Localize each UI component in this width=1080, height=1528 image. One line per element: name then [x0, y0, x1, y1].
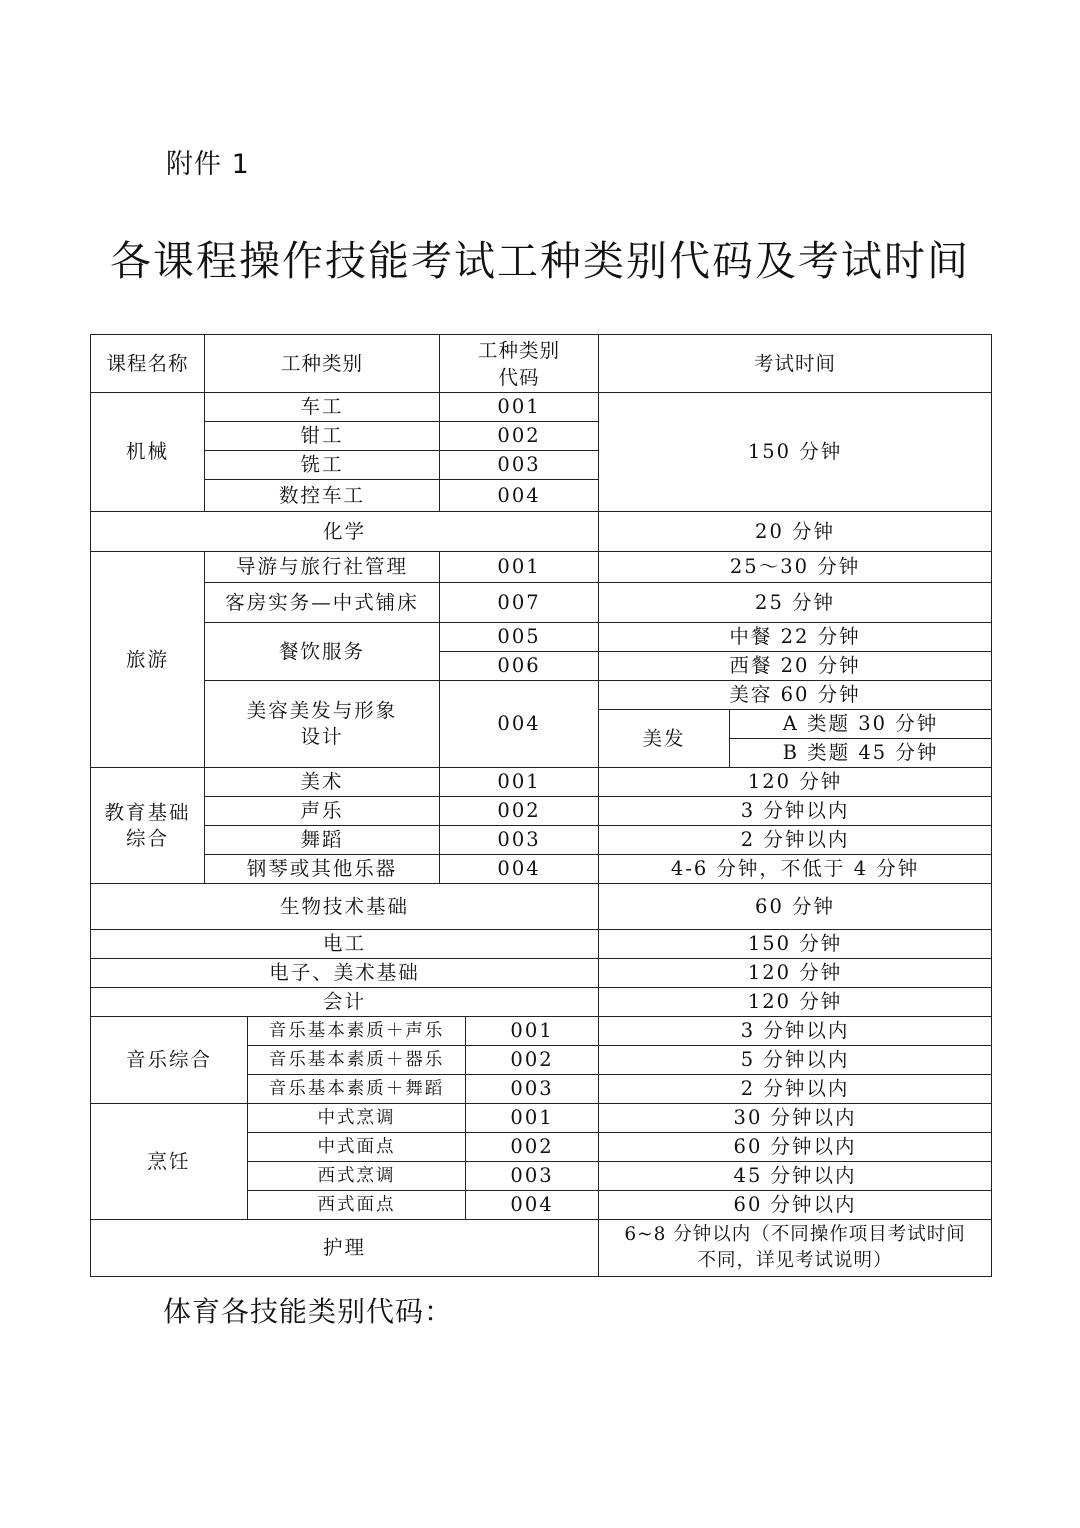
table-row — [91, 797, 992, 826]
code-cell: 003 — [466, 1162, 599, 1191]
code-cell: 002 — [466, 1133, 599, 1162]
category-cell: 餐饮服务 — [205, 623, 440, 681]
code-cell: 007 — [440, 583, 599, 623]
code-cell: 004 — [466, 1191, 599, 1220]
category-cell: 导游与旅行社管理 — [205, 552, 440, 583]
header-course: 课程名称 — [91, 335, 205, 393]
category-cell: 客房实务—中式铺床 — [205, 583, 440, 623]
code-cell: 002 — [440, 422, 599, 451]
time-cell: 120 分钟 — [599, 959, 992, 988]
category-cell: 钳工 — [205, 422, 440, 451]
time-cell: 中餐 22 分钟 — [599, 623, 992, 652]
table-row — [91, 826, 992, 855]
category-cell: 钢琴或其他乐器 — [205, 855, 440, 884]
time-cell: 60 分钟 — [599, 884, 992, 930]
table-row — [91, 959, 992, 988]
time-line: 6~8 分钟以内（不同操作项目考试时间 — [624, 1224, 966, 1245]
code-cell: 004 — [440, 681, 599, 768]
time-cell: 5 分钟以内 — [599, 1046, 992, 1075]
course-cell: 生物技术基础 — [91, 884, 599, 930]
time-line: 不同，详见考试说明） — [697, 1250, 893, 1271]
category-cell: 中式烹调 — [248, 1104, 466, 1133]
table-row — [91, 988, 992, 1017]
table-header-row — [91, 335, 992, 393]
table-row — [91, 512, 992, 552]
time-cell: 美容 60 分钟 — [599, 681, 992, 710]
time-cell: 2 分钟以内 — [599, 1075, 992, 1104]
course-cell: 电工 — [91, 930, 599, 959]
code-cell: 005 — [440, 623, 599, 652]
table-row — [91, 623, 992, 652]
category-cell: 数控车工 — [205, 480, 440, 512]
course-cell: 烹饪 — [91, 1104, 248, 1220]
time-cell: 2 分钟以内 — [599, 826, 992, 855]
course-line: 综合 — [125, 826, 169, 850]
time-cell: 60 分钟以内 — [599, 1191, 992, 1220]
course-cell — [91, 768, 205, 884]
code-cell: 003 — [440, 826, 599, 855]
table-row — [91, 1017, 992, 1046]
time-cell: 25～30 分钟 — [599, 552, 992, 583]
code-cell: 006 — [440, 652, 599, 681]
time-cell: 120 分钟 — [599, 988, 992, 1017]
exam-table — [90, 334, 992, 1277]
time-cell: 30 分钟以内 — [599, 1104, 992, 1133]
time-cell: 西餐 20 分钟 — [599, 652, 992, 681]
time-cell: 25 分钟 — [599, 583, 992, 623]
time-cell: 150 分钟 — [599, 393, 992, 512]
time-cell: 3 分钟以内 — [599, 1017, 992, 1046]
category-cell: 美术 — [205, 768, 440, 797]
category-cell: 声乐 — [205, 797, 440, 826]
category-line: 设计 — [300, 725, 344, 748]
code-cell: 003 — [466, 1075, 599, 1104]
table-row — [91, 884, 992, 930]
category-cell: 音乐基本素质＋舞蹈 — [248, 1075, 466, 1104]
category-cell: 音乐基本素质＋声乐 — [248, 1017, 466, 1046]
course-cell: 电子、美术基础 — [91, 959, 599, 988]
course-cell: 护理 — [91, 1220, 599, 1277]
course-cell: 化学 — [91, 512, 599, 552]
time-cell: B 类题 45 分钟 — [730, 739, 992, 768]
code-cell: 003 — [440, 451, 599, 480]
table-row — [91, 855, 992, 884]
table-row — [91, 681, 992, 710]
category-cell: 车工 — [205, 393, 440, 422]
attachment-label: 附件 1 — [166, 149, 250, 180]
table-row — [91, 930, 992, 959]
category-cell: 音乐基本素质＋器乐 — [248, 1046, 466, 1075]
time-cell: 60 分钟以内 — [599, 1133, 992, 1162]
category-cell: 西式面点 — [248, 1191, 466, 1220]
category-cell: 西式烹调 — [248, 1162, 466, 1191]
time-cell: 20 分钟 — [599, 512, 992, 552]
category-cell — [205, 681, 440, 768]
time-cell — [599, 1220, 992, 1277]
time-cell: A 类题 30 分钟 — [730, 710, 992, 739]
code-cell: 002 — [466, 1046, 599, 1075]
code-cell: 004 — [440, 480, 599, 512]
category-cell: 铣工 — [205, 451, 440, 480]
sports-heading: 体育各技能类别代码： — [163, 1295, 454, 1328]
category-line: 美容美发与形象 — [246, 699, 398, 722]
code-cell: 002 — [440, 797, 599, 826]
header-category: 工种类别 — [205, 335, 440, 393]
table-row — [91, 552, 992, 583]
time-cell: 3 分钟以内 — [599, 797, 992, 826]
code-cell: 001 — [440, 393, 599, 422]
table-row — [91, 1220, 992, 1277]
code-cell: 004 — [440, 855, 599, 884]
category-cell: 中式面点 — [248, 1133, 466, 1162]
table-row — [91, 583, 992, 623]
table-row — [91, 768, 992, 797]
time-cell: 4-6 分钟，不低于 4 分钟 — [599, 855, 992, 884]
table-row — [91, 1104, 992, 1133]
code-cell: 001 — [440, 552, 599, 583]
time-cell: 150 分钟 — [599, 930, 992, 959]
header-time: 考试时间 — [599, 335, 992, 393]
course-cell: 会计 — [91, 988, 599, 1017]
course-cell: 旅游 — [91, 552, 205, 768]
page-title: 各课程操作技能考试工种类别代码及考试时间 — [110, 237, 970, 285]
course-cell: 机械 — [91, 393, 205, 512]
code-cell: 001 — [466, 1017, 599, 1046]
time-cell: 120 分钟 — [599, 768, 992, 797]
category-cell: 舞蹈 — [205, 826, 440, 855]
code-cell: 001 — [466, 1104, 599, 1133]
table-row — [91, 393, 992, 422]
header-code: 工种类别代码 — [440, 335, 599, 393]
course-cell: 音乐综合 — [91, 1017, 248, 1104]
hair-label-cell: 美发 — [599, 710, 730, 768]
course-line: 教育基础 — [104, 800, 191, 824]
time-cell: 45 分钟以内 — [599, 1162, 992, 1191]
code-cell: 001 — [440, 768, 599, 797]
